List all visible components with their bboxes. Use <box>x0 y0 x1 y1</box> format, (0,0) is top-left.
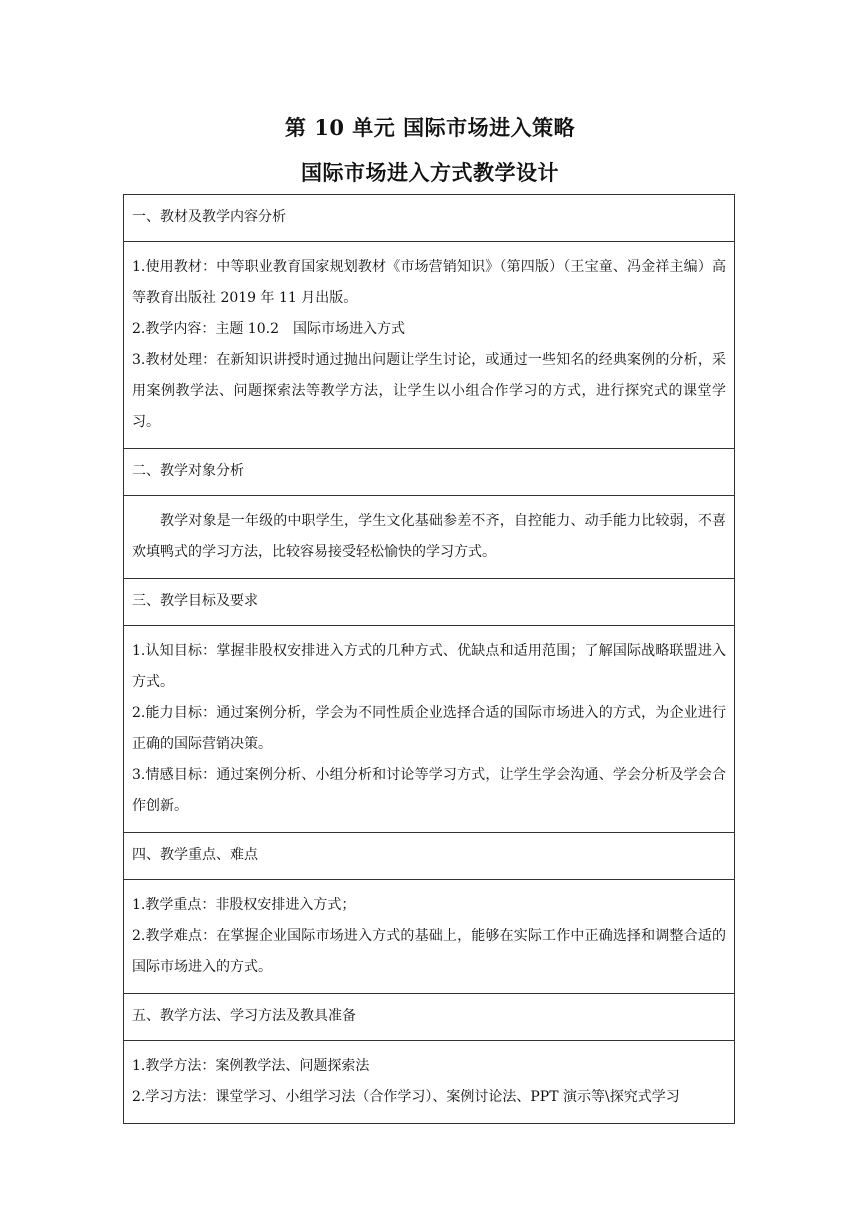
paragraph-teaching-content: 2.教学内容：主题 10.2 国际市场进入方式 <box>132 321 405 337</box>
section-heading-text: 五、教学方法、学习方法及教具准备 <box>132 1008 356 1024</box>
section-heading-methods <box>124 993 734 1040</box>
paragraph-learning-methods: 2.学习方法：课堂学习、小组学习法（合作学习）、案例讨论法、PPT 演示等\探究式学习 <box>132 1089 680 1105</box>
paragraph-cognitive-objective: 1.认知目标：掌握非股权安排进入方式的几种方式、优缺点和适用范围；了解国际战略联盟进入方式。 <box>132 643 726 690</box>
document-title: 国际市场进入方式教学设计 <box>301 160 559 185</box>
paragraph-textbook: 1.使用教材：中等职业教育国家规划教材《市场营销知识》（第四版）（王宝童、冯金祥主编）高等教育出版社 2019 年 11 月出版。 <box>132 259 726 306</box>
paragraph-ability-objective: 2.能力目标：通过案例分析，学会为不同性质企业选择合适的国际市场进入的方式，为企业进行正确的国际营销决策。 <box>132 705 726 752</box>
paragraph-key-point: 1.教学重点：非股权安排进入方式； <box>132 897 356 913</box>
section-body-key-points <box>124 879 734 993</box>
section-heading-objectives <box>124 578 734 625</box>
unit-title: 第 10 单元 国际市场进入策略 <box>284 115 576 140</box>
paragraph-difficult-point: 2.教学难点：在掌握企业国际市场进入方式的基础上，能够在实际工作中正确选择和调整合适的国际市场进入的方式。 <box>132 928 726 975</box>
section-heading-text: 三、教学目标及要求 <box>132 593 258 609</box>
paragraph-teaching-methods: 1.教学方法：案例教学法、问题探索法 <box>132 1058 370 1074</box>
paragraph-learner-analysis: 教学对象是一年级的中职学生，学生文化基础参差不齐，自控能力、动手能力比较弱，不喜欢填鸭式的学习方法，比较容易接受轻松愉快的学习方式。 <box>132 513 726 560</box>
lesson-design-table <box>123 194 735 1124</box>
paragraph-affective-objective: 3.情感目标：通过案例分析、小组分析和讨论等学习方式，让学生学会沟通、学会分析及学会合作创新。 <box>132 767 726 814</box>
section-heading-textbook-analysis <box>124 195 734 241</box>
section-body-methods <box>124 1040 734 1123</box>
section-heading-text: 一、教材及教学内容分析 <box>132 209 286 225</box>
paragraph-textbook-handling: 3.教材处理：在新知识讲授时通过抛出问题让学生讨论，或通过一些知名的经典案例的分析，采用案例教学法、问题探索法等教学方法，让学生以小组合作学习的方式，进行探究式的课堂学习。 <box>132 352 726 430</box>
section-heading-learner-analysis <box>124 448 734 495</box>
section-heading-text: 二、教学对象分析 <box>132 463 244 479</box>
section-body-objectives <box>124 625 734 832</box>
section-body-learner-analysis <box>124 495 734 578</box>
section-heading-key-points <box>124 832 734 879</box>
section-heading-text: 四、教学重点、难点 <box>132 847 258 863</box>
section-body-textbook-analysis <box>124 241 734 448</box>
